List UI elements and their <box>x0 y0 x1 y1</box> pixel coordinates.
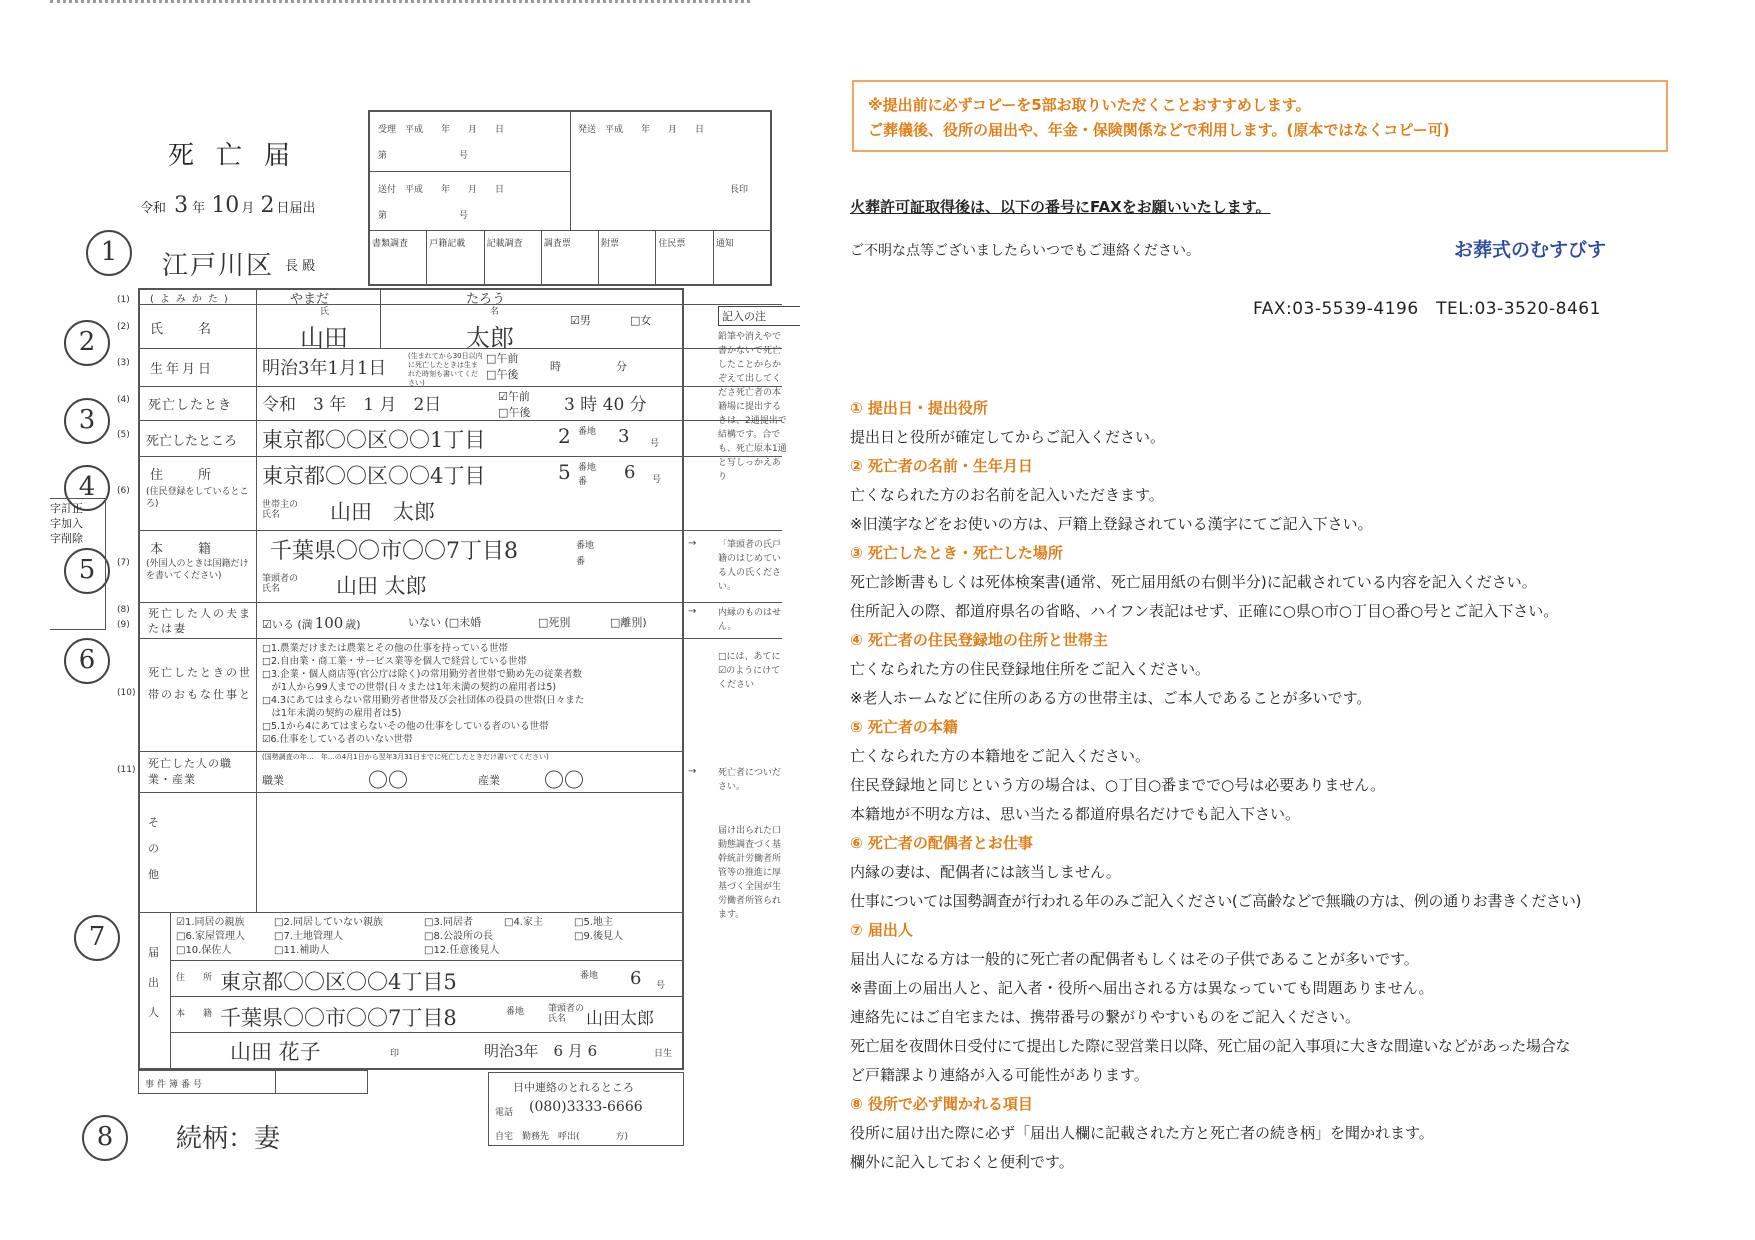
instruction-note-2: 「筆頭者の氏戸籍のはじめている人の氏ください。 <box>718 540 782 592</box>
address-ban: 番 <box>578 477 588 487</box>
phone-label: 電話 <box>495 1108 514 1118</box>
case-number-box <box>138 1070 368 1094</box>
office-col: 通知 <box>715 239 734 249</box>
label-address: 住 所 <box>150 468 215 483</box>
section-4-title: ④ 死亡者の住民登録地の住所と世帯主 <box>850 631 1108 649</box>
census-note: (国勢調査の年… 年…の4月1日から翌年3月31日までに死亡したときだけ書いてください) <box>262 753 549 761</box>
label-honseki-note: (外国人のときは国籍だけを書いてください) <box>146 559 249 581</box>
submission-date: 令和 3 年 10 月 2 日届出 <box>140 193 316 218</box>
row-number: (9) <box>117 620 130 630</box>
relation-options <box>176 916 676 958</box>
section-7-line: 届出人になる方は一般的に死亡者の配偶者もしくはその子供であることが多いです。 <box>850 950 1419 968</box>
form-table <box>138 288 684 1070</box>
death-place-banchi: 番地 <box>578 427 597 437</box>
circle-number-5: 5 <box>64 548 110 594</box>
label-mei: 名 <box>490 307 500 317</box>
hasso-line: 発送 平成 年 月 日 <box>578 125 705 135</box>
correction-labels <box>50 498 106 630</box>
row-number: (10) <box>117 688 136 698</box>
honseki-banchi: 番地 <box>576 541 595 551</box>
sex-female: □女 <box>630 314 652 327</box>
address-gou: 号 <box>652 475 662 485</box>
informant-banchi: 番地 <box>580 971 599 981</box>
row-number: (2) <box>117 322 130 332</box>
sex-male: ☑男 <box>570 314 591 327</box>
informant-address-label: 住 所 <box>176 973 213 983</box>
deceased-given: 太郎 <box>466 324 514 352</box>
relation-note: 続柄：妻 <box>176 1124 281 1154</box>
dai2-line: 第 号 <box>378 211 469 221</box>
address-value: 東京都〇〇区〇〇4丁目 <box>262 464 486 488</box>
label-shi: 氏 <box>320 307 330 317</box>
birth-note: (生まれてから30日以内に死亡したときは生まれた時刻も書いてください) <box>408 352 483 387</box>
section-8-line: 役所に届け出た際に必ず「届出人欄に記載された方と死亡者の続き柄」を聞かれます。 <box>850 1124 1434 1142</box>
row-number: (1) <box>117 295 130 305</box>
office-col: 戸籍記載 <box>427 230 484 286</box>
instruction-main: 鉛筆や消えやで書かないで死亡したことからかぞえて出してくださ死亡者の本籍場に提出するきは、2通提出で結構です。合でも、死亡原本1通と写しっかえあり <box>718 332 787 482</box>
form-title: 死亡届 <box>168 141 313 171</box>
section-2-title: ② 死亡者の名前・生年月日 <box>850 457 1033 475</box>
row-number: (11) <box>117 765 136 775</box>
label-informant: 届出人 <box>148 946 159 1019</box>
label-honseki: 本 籍 <box>150 542 215 557</box>
section-5-line: 亡くなられた方の本籍地をご記入ください。 <box>850 747 1151 765</box>
death-date-value: 令和 3 年 1 月 2日 <box>262 395 442 415</box>
office-col: 記載調査 <box>485 230 542 286</box>
section-1-line: 提出日と役所が確定してからご記入ください。 <box>850 428 1166 446</box>
notice-box <box>852 80 1668 152</box>
informant-gou: 号 <box>656 981 666 991</box>
section-4-line: 亡くなられた方の住民登録地住所をご記入ください。 <box>850 660 1211 678</box>
row-number: (3) <box>117 358 130 368</box>
label-shimei: 氏 名 <box>150 322 215 337</box>
honseki-ban: 番 <box>576 557 586 567</box>
seal-label: 印 <box>390 1049 400 1059</box>
label-address-note: (住民登録をしているところ) <box>146 487 249 509</box>
instruction-title: 記入の注 <box>718 306 800 326</box>
instruction-note-6: 届け出られた口動態調査づく基幹統計労働者所管等の推進に厚基づく全国が生労働者所管られます。 <box>718 826 782 920</box>
company-name: お葬式のむすびす <box>1454 239 1607 261</box>
circle-number-2: 2 <box>64 320 110 366</box>
phone-options: 自宅 勤務先 呼出( 方) <box>495 1132 629 1142</box>
work-option: □5.1から4にあてはまらないその他の仕事をしている者のいる世帯 <box>262 721 549 732</box>
office-col: 附票 <box>599 230 656 286</box>
industry-label: 産業 <box>478 774 500 787</box>
work-option: □1.農業だけまたは農業とその他の仕事を持っている世帯 <box>262 643 509 654</box>
furigana-surname: やまだ <box>290 292 330 307</box>
side-label: 字加入 <box>50 517 83 530</box>
daytime-contact-title: 日中連絡のとれるところ <box>513 1081 634 1094</box>
instruction-note-4: □には、あてに☑のようにけてください <box>718 652 781 690</box>
relation-option: ☑1.同居の親族 <box>176 917 245 928</box>
section-5-line: 本籍地が不明な方は、思い当たる都道府県名だけでも記入下さい。 <box>850 805 1301 823</box>
relation-option: □4.家主 <box>504 917 543 928</box>
work-option: が1人から99人までの世帯(日々または1年未満の契約の雇用者は5) <box>262 682 557 693</box>
death-place-gou-value: 3 <box>618 426 630 447</box>
informant-honseki-value: 千葉県〇〇市〇〇7丁目8 <box>220 1006 457 1030</box>
row-number: (5) <box>117 430 130 440</box>
instruction-note-3: 内縁のものはせん。 <box>718 608 782 632</box>
work-options <box>262 642 584 746</box>
section-3-line: 住所記入の際、都道府県名の省略、ハイフン表記はせず、正確に○県○市○丁目○番○号とご記入下さい。 <box>850 602 1559 620</box>
office-cols <box>370 230 770 286</box>
section-3-title: ③ 死亡したとき・死亡した場所 <box>850 544 1063 562</box>
occupation-value: 〇〇 <box>368 768 408 792</box>
occupation-label: 職業 <box>262 774 284 787</box>
death-pm: □午後 <box>498 406 531 419</box>
death-am: ☑午前 <box>498 390 530 403</box>
label-birthdate: 生年月日 <box>150 362 215 377</box>
relation-option: □12.任意後見人 <box>424 945 500 956</box>
row-number: (7) <box>117 558 130 568</box>
death-place-gou: 号 <box>650 439 660 449</box>
informant-birth-label: 日生 <box>654 1049 673 1059</box>
instruction-note-5: 死亡者についださい。 <box>718 768 781 792</box>
spouse-exists: ☑いる (満 100 歳) <box>262 614 361 632</box>
work-option: は1年未満の契約の雇用者は5) <box>262 708 402 719</box>
relation-option: □7.土地管理人 <box>274 931 343 942</box>
phone-value: (080)3333-6666 <box>529 1099 643 1115</box>
dai1-line: 第 号 <box>378 151 469 161</box>
spouse-none: いない (□未婚 <box>408 616 482 629</box>
relation-option: □8.公設所の長 <box>424 931 493 942</box>
relation-option: □9.後見人 <box>574 931 623 942</box>
householder-label: 世帯主の氏名 <box>262 500 299 520</box>
section-6-line: 仕事については国勢調査が行われる年のみご記入ください(ご高齢などで無職の方は、例の通りお書きください) <box>850 892 1582 910</box>
death-form <box>0 0 800 1240</box>
side-label: 字削除 <box>50 532 83 545</box>
office-col: 書類調査 <box>370 230 427 286</box>
sofu-line: 送付 平成 年 月 日 <box>378 185 505 195</box>
informant-birth-value: 明治3年 6 月 6 <box>484 1042 598 1060</box>
section-8-title: ⑧ 役所で必ず聞かれる項目 <box>850 1095 1033 1113</box>
birthdate-value: 明治3年1月1日 <box>262 358 387 379</box>
section-5-title: ⑤ 死亡者の本籍 <box>850 718 958 736</box>
label-household-work: 死亡したときの世帯のおもな仕事と <box>148 666 252 701</box>
circle-number-3: 3 <box>64 398 110 444</box>
notice-line-2: ご葬儀後、役所の届出や、年金・保険関係などで利用します。(原本ではなくコピー可) <box>868 121 1450 139</box>
label-other: その他 <box>148 816 159 881</box>
circle-number-1: 1 <box>86 230 132 276</box>
instruction-column <box>714 306 800 1006</box>
office-col: 住民票 <box>656 230 713 286</box>
death-place-value: 東京都〇〇区〇〇1丁目 <box>262 428 486 452</box>
relation-option: □6.家屋管理人 <box>176 931 245 942</box>
section-6-line: 内縁の妻は、配偶者には該当しません。 <box>850 863 1121 881</box>
section-2-line: ※旧漢字などをお使いの方は、戸籍上登録されている漢字にてご記入下さい。 <box>850 515 1373 533</box>
relation-option: □2.同居していない親族 <box>274 917 383 928</box>
office-name: 江戸川区 <box>162 251 275 281</box>
family-head-label: 筆頭者の氏名 <box>262 574 299 594</box>
informant-address-value: 東京都〇〇区〇〇4丁目5 <box>220 970 457 994</box>
notice-line-1: ※提出前に必ずコピーを5部お取りいただくことおすすめします。 <box>868 96 1311 114</box>
contact-note: ご不明な点等ございましたらいつでもご連絡ください。 <box>850 243 1200 259</box>
informant-gou-value: 6 <box>630 968 642 989</box>
relation-option: □10.保佐人 <box>176 945 232 956</box>
householder-value: 山田 太郎 <box>330 500 435 524</box>
section-3-line: 死亡診断書もしくは死体検案書(通常、死亡届用紙の右側半分)に記載されている内容を記入ください。 <box>850 573 1537 591</box>
office-suffix: 長 殿 <box>285 259 316 274</box>
label-yomikata: (よみかた) <box>150 294 234 305</box>
birth-am: □午前 <box>486 352 519 365</box>
arrow-icon: → <box>688 538 697 549</box>
office-col: 調査票 <box>542 230 599 286</box>
birth-pm: □午後 <box>486 368 519 381</box>
family-head-value: 山田 太郎 <box>336 574 427 598</box>
side-label: 字訂正 <box>50 502 83 515</box>
chouin-label: 長印 <box>730 185 749 195</box>
spouse-divorced: □離別) <box>610 616 647 629</box>
case-number-label: 事件簿番号 <box>145 1080 206 1090</box>
work-option: ☑6.仕事をしている者のいない世帯 <box>262 734 413 745</box>
relation-option: □11.補助人 <box>274 945 330 956</box>
section-7-title: ⑦ 届出人 <box>850 921 913 939</box>
informant-honseki-banchi: 番地 <box>506 1007 525 1017</box>
address-gou-value: 6 <box>624 462 636 483</box>
address-banchi: 番地 <box>578 463 597 473</box>
birth-min-label: 分 <box>616 360 627 373</box>
furigana-given: たろう <box>466 292 506 307</box>
death-time-value: 3 時 40 分 <box>564 395 647 415</box>
informant-honseki-label: 本 籍 <box>176 1009 213 1019</box>
circle-number-6: 6 <box>64 638 110 684</box>
top-edge <box>50 0 750 7</box>
work-option: □4.3にあてはまらない常用勤労者世帯及び会社団体の役員の世帯(日々また <box>262 695 585 706</box>
address-banchi-value: 5 <box>558 460 571 484</box>
row-number: (8) <box>117 605 130 615</box>
informant-name-value: 山田 花子 <box>230 1040 321 1064</box>
circle-number-4: 4 <box>64 465 110 511</box>
arrow-icon: → <box>688 766 697 777</box>
birth-hour-label: 時 <box>550 360 561 373</box>
death-place-banchi-value: 2 <box>558 424 571 448</box>
section-7-line: ど戸籍課より連絡が入る可能性があります。 <box>850 1066 1149 1084</box>
juri-line: 受理 平成 年 月 日 <box>378 125 505 135</box>
informant-family-head-value: 山田太郎 <box>586 1009 654 1029</box>
deceased-surname: 山田 <box>300 324 348 352</box>
section-7-line: ※書面上の届出人と、記入者・役所へ届出される方は異なっていても問題ありません。 <box>850 979 1434 997</box>
arrow-icon: → <box>688 606 697 617</box>
honseki-value: 千葉県〇〇市〇〇7丁目8 <box>270 539 518 564</box>
section-7-line: 連絡先にはご自宅または、携帯番号の繋がりやすいものをご記入ください。 <box>850 1008 1361 1026</box>
relation-option: □5.地主 <box>574 917 613 928</box>
row-number: (6) <box>117 486 130 496</box>
label-occupation: 死亡した人の職業・産業 <box>148 757 232 786</box>
label-death-place: 死亡したところ <box>146 434 238 449</box>
label-death-time: 死亡したとき <box>148 398 233 413</box>
section-5-line: 住民登録地と同じという方の場合は、○丁目○番までで○号は必要ありません。 <box>850 776 1386 794</box>
section-1-title: ① 提出日・提出役所 <box>850 399 988 417</box>
section-6-title: ⑥ 死亡者の配偶者とお仕事 <box>850 834 1033 852</box>
relation-option: □3.同居者 <box>424 917 473 928</box>
work-option: □2.自由業・商工業・サービス業等を個人で経営している世帯 <box>262 656 528 667</box>
section-7-line: 死亡届を夜間休日受付にて提出した際に翌営業日以降、死亡届の記入事項に大きな間違いなどがあった場合な <box>850 1037 1571 1055</box>
office-use-box <box>368 110 772 286</box>
label-spouse: 死亡した人の夫または妻 <box>148 607 252 635</box>
work-option: □3.企業・個人商店等(官公庁は除く)の常用勤労者世帯で勤め先の従業者数 <box>262 669 582 680</box>
fax-tel: FAX:03-5539-4196 TEL:03-3520-8461 <box>1253 299 1601 319</box>
row-number: (4) <box>117 395 130 405</box>
section-8-line: 欄外に記入しておくと便利です。 <box>850 1153 1074 1171</box>
section-4-line: ※老人ホームなどに住所のある方の世帯主は、ご本人であることが多いです。 <box>850 689 1372 707</box>
informant-family-head-label: 筆頭者の氏名 <box>548 1004 585 1024</box>
circle-number-7: 7 <box>74 915 120 961</box>
section-2-line: 亡くなられた方のお名前を記入いただきます。 <box>850 486 1164 504</box>
fax-request: 火葬許可証取得後は、以下の番号にFAXをお願いいたします。 <box>850 198 1271 216</box>
industry-value: 〇〇 <box>544 768 584 792</box>
spouse-bereaved: □死別 <box>538 616 571 629</box>
age-value: 100 <box>314 614 344 632</box>
circle-number-8: 8 <box>82 1115 128 1161</box>
daytime-contact-box <box>488 1072 684 1146</box>
